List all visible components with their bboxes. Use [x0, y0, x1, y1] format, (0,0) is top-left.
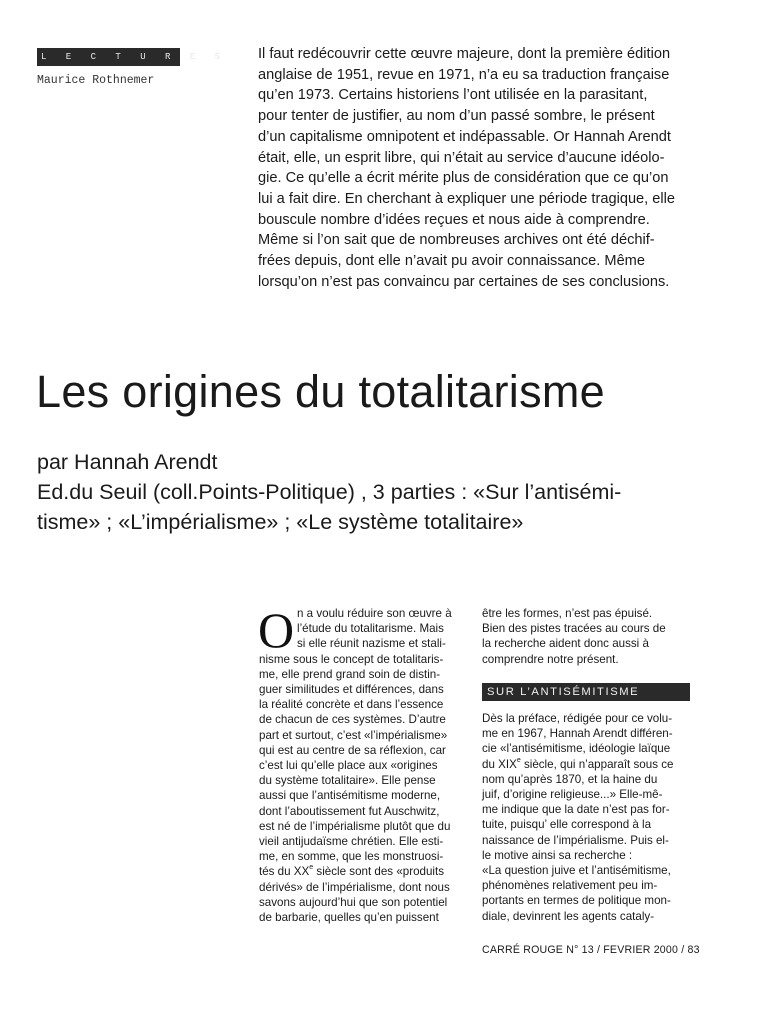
- body-line: l’étude du totalitarisme. Mais: [297, 622, 444, 636]
- body-line: [259, 864, 470, 879]
- body-line: savons aujourd’hui que son potentiel: [259, 895, 448, 909]
- intro-line: anglaise de 1951, revue en 1971, n’a eu sa traduction française: [258, 66, 670, 83]
- intro-line: lui a fait dire. En cherchant à expliquer une période tragique, elle: [258, 190, 675, 207]
- body-line: Bien des pistes tracées au cours de: [482, 622, 666, 636]
- drop-cap: O: [258, 602, 295, 658]
- body-line: me indique que la date n’est pas for-: [482, 803, 670, 817]
- body-line: la recherche aident donc aussi à: [482, 637, 649, 651]
- body-line: phénomènes relativement peu im-: [482, 879, 658, 893]
- superscript: e: [516, 756, 521, 764]
- body-line: portants en termes de politique mon-: [482, 894, 671, 908]
- intro-line: frées depuis, dont elle n’avait pu avoir connaissance. Même: [258, 253, 645, 270]
- article-subtitle: [37, 447, 737, 537]
- body-line: comprendre notre présent.: [482, 652, 619, 666]
- body-line: être les formes, n’est pas épuisé.: [482, 607, 653, 620]
- article-author: Maurice Rothnemer: [37, 74, 155, 87]
- article-title: Les origines du totalitarisme: [36, 366, 605, 417]
- section-heading: SUR L’ANTISÉMITISME: [482, 683, 690, 701]
- body-line: cie «l’antisémitisme, idéologie laïque: [482, 742, 671, 756]
- body-text: tés du XX: [259, 865, 310, 879]
- body-line: nom qu’après 1870, et la haine du: [482, 772, 658, 786]
- body-line: qui est au centre de sa réflexion, car: [259, 743, 446, 757]
- body-line: part et surtout, c’est «l’impérialisme»: [259, 728, 448, 742]
- body-line: «La question juive et l’antisémitisme,: [482, 864, 671, 878]
- body-line: me en 1967, Hannah Arendt différen-: [482, 727, 673, 741]
- body-line: le motive ainsi sa recherche :: [482, 848, 633, 862]
- intro-line: qu’en 1973. Certains historiens l’ont utilisée en la parasitant,: [258, 87, 648, 104]
- body-line: n a voulu réduire son œuvre à: [297, 607, 452, 620]
- subtitle-line: tisme» ; «L’impérialisme» ; «Le système totalitaire»: [37, 510, 524, 534]
- body-line: dérivés» de l’impérialisme, dont nous: [259, 880, 450, 894]
- body-line: naissance de l’impérialisme. Puis el-: [482, 833, 669, 847]
- body-line: nisme sous le concept de totalitaris-: [259, 652, 444, 666]
- body-text: siècle sont des «produits: [313, 865, 445, 879]
- body-line: tuite, puisqu’ elle correspond à la: [482, 818, 652, 832]
- body-column-1: [258, 602, 470, 925]
- body-column-2: [482, 606, 692, 667]
- section-label: L E C T U R E S: [37, 48, 180, 66]
- intro-line: était, elle, un esprit libre, qui n’était au service d’aucune idéolo-: [258, 149, 665, 166]
- body-line: [482, 757, 692, 772]
- intro-line: bouscule nombre d’idées reçues et nous aide à comprendre.: [258, 211, 650, 228]
- body-line: me, elle prend grand soin de distin-: [259, 667, 441, 681]
- body-line: de barbarie, quelles qu’en puissent: [259, 911, 439, 925]
- body-line: c’est lui qu’elle place aux «origines: [259, 759, 438, 773]
- intro-line: Même si l’on sait que de nombreuses archives ont été déchif-: [258, 232, 655, 249]
- body-line: de chacun de ces systèmes. D’autre: [259, 713, 446, 727]
- body-text: du XIX: [482, 757, 517, 771]
- body-text: siècle, qui n’apparaît sous ce: [520, 757, 674, 771]
- body-line: si elle réunit nazisme et stali-: [297, 637, 446, 651]
- subtitle-line: par Hannah Arendt: [37, 450, 218, 474]
- intro-paragraph: [258, 44, 694, 292]
- intro-line: pour tenter de justifier, au nom d’un passé sombre, le présent: [258, 108, 655, 125]
- intro-line: lorsqu’on n’est pas convaincu par certaines de ses conclusions.: [258, 273, 670, 290]
- body-line: du système totalitaire». Elle pense: [259, 774, 436, 788]
- body-line: est né de l’impérialisme plutôt que du: [259, 819, 451, 833]
- body-line: la réalité concrète et dans l’essence: [259, 698, 444, 712]
- intro-line: d’un capitalisme omnipotent et indépassable. Or Hannah Arendt: [258, 128, 671, 145]
- intro-line: Il faut redécouvrir cette œuvre majeure, dont la première édition: [258, 46, 671, 62]
- intro-line: gie. Ce qu’elle a écrit mérite plus de considération que ce qu’on: [258, 170, 669, 187]
- body-line: dont l’aboutissement fut Auschwitz,: [259, 804, 440, 818]
- body-line: Dès la préface, rédigée pour ce volu-: [482, 712, 673, 725]
- body-line: diale, devinrent les agents cataly-: [482, 909, 655, 923]
- body-column-2-continued: [482, 711, 692, 924]
- superscript: e: [309, 864, 314, 872]
- subtitle-line: Ed.du Seuil (coll.Points-Politique) , 3 parties : «Sur l’antisémi-: [37, 480, 622, 504]
- page-footer: CARRÉ ROUGE N° 13 / FEVRIER 2000 / 83: [482, 944, 700, 956]
- body-line: aussi que l’antisémitisme moderne,: [259, 789, 441, 803]
- body-line: guer similitudes et différences, dans: [259, 683, 444, 697]
- body-line: juif, d’origine religieuse...» Elle-mê-: [482, 788, 663, 802]
- body-line: me, en somme, que les monstruosi-: [259, 850, 444, 864]
- body-line: vieil antijudaïsme chrétien. Elle esti-: [259, 835, 444, 849]
